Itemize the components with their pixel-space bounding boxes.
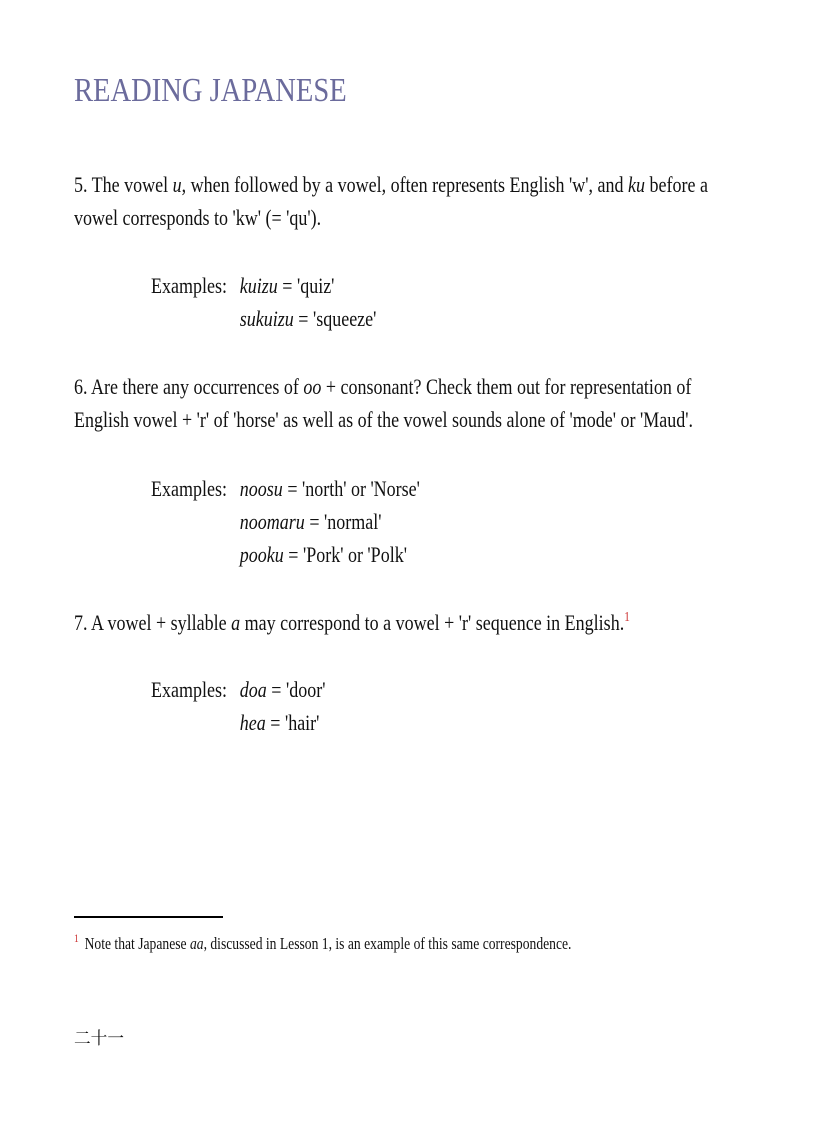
examples-block-5 <box>151 269 376 335</box>
paragraph-5 <box>74 168 714 234</box>
example-gloss: = 'north' or 'Norse' <box>282 476 420 501</box>
italic-term: aa <box>189 934 204 953</box>
example-gloss: = 'squeeze' <box>293 306 377 331</box>
text: may correspond to a vowel + 'r' sequence in English. <box>240 610 625 635</box>
footnote-reference[interactable]: 1 <box>624 610 630 625</box>
example-row <box>151 269 376 302</box>
text: Are there any occurrences of <box>87 374 304 399</box>
text: Note that Japanese <box>81 934 190 953</box>
examples-block-6 <box>151 472 420 571</box>
example-row <box>151 472 420 505</box>
text: A vowel + syllable <box>87 610 232 635</box>
footnote <box>74 932 571 956</box>
example-gloss: = 'normal' <box>304 509 382 534</box>
example-term: doa <box>239 677 267 702</box>
text: , when followed by a vowel, often represents English 'w', and <box>181 172 629 197</box>
italic-term: u <box>172 172 182 197</box>
example-gloss: = 'door' <box>266 677 326 702</box>
example-row <box>151 302 376 335</box>
footnote-divider <box>74 916 223 918</box>
examples-label: Examples: <box>151 677 227 702</box>
paragraph-6 <box>74 370 714 436</box>
text: + consonant? Check them out for representation of English vowel + 'r' of 'horse' as well as of the vowel sounds alone of 'mode' or 'Maud'. <box>74 374 693 432</box>
footnote-marker: 1 <box>74 931 79 945</box>
text: , discussed in Lesson 1, is an example of this same correspondence. <box>203 934 572 953</box>
paragraph-number: 5. <box>74 172 88 197</box>
example-term: hea <box>239 710 266 735</box>
example-term: pooku <box>239 542 284 567</box>
text: The vowel <box>87 172 173 197</box>
examples-label: Examples: <box>151 476 227 501</box>
example-gloss: = 'hair' <box>265 710 320 735</box>
paragraph-number: 6. <box>74 374 88 399</box>
example-row <box>151 706 325 739</box>
italic-term: ku <box>628 172 646 197</box>
example-term: sukuizu <box>239 306 294 331</box>
page-number: 二十一 <box>74 1029 124 1049</box>
examples-label: Examples: <box>151 273 227 298</box>
example-term: noosu <box>239 476 283 501</box>
paragraph-number: 7. <box>74 610 88 635</box>
text: before a vowel corresponds to 'kw' (= 'qu'). <box>74 172 708 230</box>
paragraph-7 <box>74 606 714 639</box>
example-term: noomaru <box>239 509 305 534</box>
example-term: kuizu <box>239 273 278 298</box>
example-row <box>151 673 325 706</box>
example-gloss: = 'Pork' or 'Polk' <box>283 542 407 567</box>
example-gloss: = 'quiz' <box>277 273 335 298</box>
example-row <box>151 505 420 538</box>
examples-block-7 <box>151 673 325 739</box>
italic-term: a <box>231 610 241 635</box>
italic-term: oo <box>303 374 322 399</box>
page-title: READING JAPANESE <box>74 72 347 109</box>
example-row <box>151 538 420 571</box>
